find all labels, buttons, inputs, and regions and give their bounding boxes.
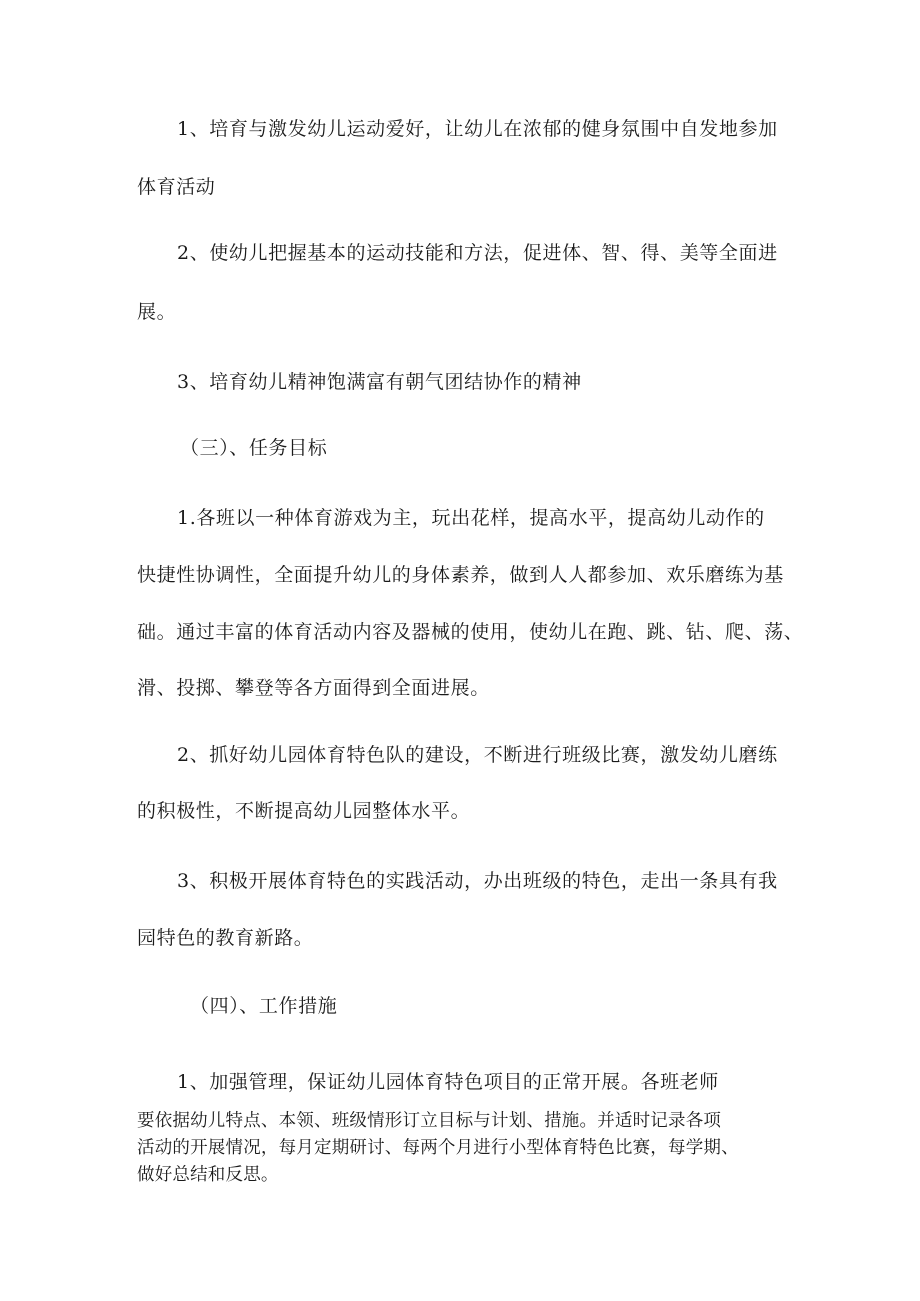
goal-2-line-1: 2、使幼儿把握基本的运动技能和方法，促进体、智、得、美等全面进 <box>177 242 778 264</box>
task-1-line-1: 1.各班以一种体育游戏为主，玩出花样，提高水平，提高幼儿动作的 <box>177 507 765 529</box>
section-heading-4: （四）、工作措施 <box>190 995 338 1017</box>
measure-1-line-3: 活动的开展情况，每月定期研讨、每两个月进行小型体育特色比赛，每学期、 <box>137 1138 739 1158</box>
goal-1-line-2: 体育活动 <box>137 176 216 198</box>
task-3-line-2: 园特色的教育新路。 <box>137 927 314 949</box>
section-heading-3: （三）、任务目标 <box>180 437 328 459</box>
task-3-line-1: 3、积极开展体育特色的实践活动，办出班级的特色，走出一条具有我 <box>177 870 778 892</box>
task-2-line-2: 的积极性，不断提高幼儿园整体水平。 <box>137 800 471 822</box>
measure-1-line-4: 做好总结和反思。 <box>137 1165 279 1185</box>
goal-2-line-2: 展。 <box>137 301 177 323</box>
measure-1-line-1: 1、加强管理，保证幼儿园体育特色项目的正常开展。各班老师 <box>177 1071 719 1093</box>
goal-3-line-1: 3、培育幼儿精神饱满富有朝气团结协作的精神 <box>177 371 582 393</box>
task-1-line-3: 础。通过丰富的体育活动内容及器械的使用，使幼儿在跑、跳、钻、爬、荡、 <box>137 621 804 643</box>
task-1-line-2: 快捷性协调性，全面提升幼儿的身体素养，做到人人都参加、欢乐磨练为基 <box>137 564 784 586</box>
task-1-line-4: 滑、投掷、攀登等各方面得到全面进展。 <box>137 677 490 699</box>
task-2-line-1: 2、抓好幼儿园体育特色队的建设，不断进行班级比赛，激发幼儿磨练 <box>177 744 778 766</box>
measure-1-line-2: 要依据幼儿特点、本领、班级情形订立目标与计划、措施。并适时记录各项 <box>137 1111 722 1131</box>
goal-1-line-1: 1、培育与激发幼儿运动爱好，让幼儿在浓郁的健身氛围中自发地参加 <box>177 118 778 140</box>
